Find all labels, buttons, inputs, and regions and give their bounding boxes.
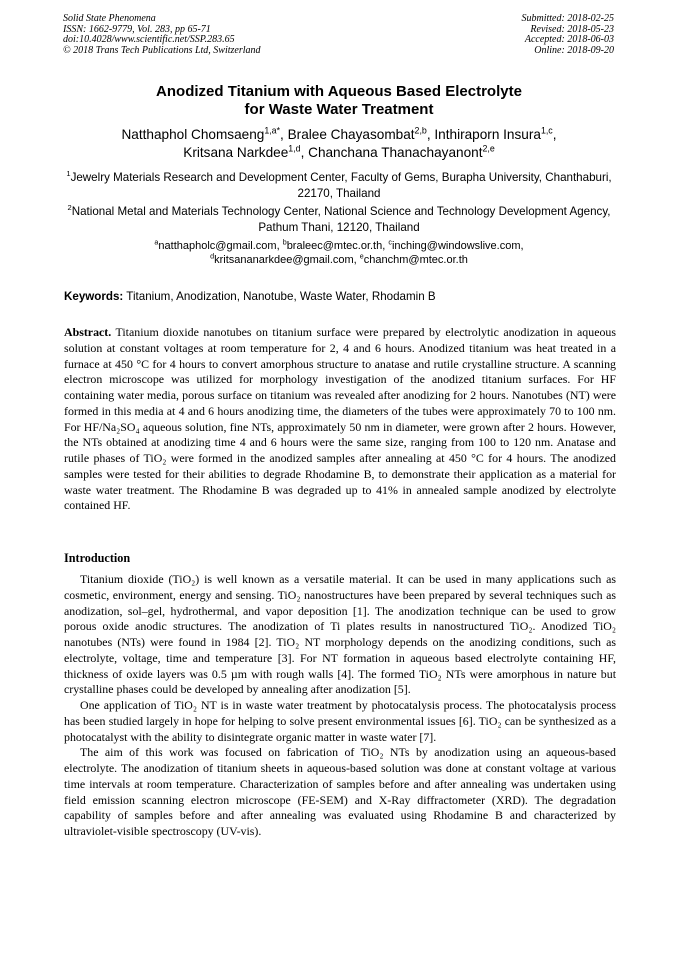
email-mark: b — [282, 238, 287, 247]
abstract-text: Titanium dioxide nanotubes on titanium surface were prepared by electrolytic anodization in aqueous solution at constant voltages at room temperature for 2, 4 and 6 hours. Anodized titanium was heat treated in a furnace at 450 °C for 4 hours to convert amorphous structure to anatase and rutile crystalline structure. A scanning electron microscope was utilized for morphology investigation of the anodized titanium surfaces. For HF containing water media, porous surface on titanium was revealed after anodizing for 2 hours. Nanotubes (NT) were formed in this media at 4 and 6 hours anodizing time, the diameters of the tubes were approximately 70 to 100 nm. For HF/Na₂SO₄ aqueous solution, fine NTs, approximately 50 nm in diameter, were grown after 2 hours. However, the NTs obtained at anodizing time 4 and 6 hours were the same size, ranging from 100 to 120 nm. Anatase and rutile phases of TiO₂ were formed in the anodized samples after annealing at 450 °C for 4 hours. The anodized samples were tested for their abilities to degrade Rhodamine B, to demonstrate their application as a material for waste water treatment. The Rhodamine B was degraded up to 41% in annealed sample anodized by electrolyte contained HF. — [64, 325, 616, 513]
paper-title-line-1: Anodized Titanium with Aqueous Based Electrolyte — [156, 83, 522, 100]
introduction-body — [64, 572, 616, 840]
keywords — [64, 289, 616, 304]
abstract-label: Abstract. — [64, 325, 112, 339]
email-mark: d — [210, 252, 215, 261]
journal-name: Solid State Phenomena — [63, 13, 156, 24]
journal-issn: ISSN: 1662-9779, Vol. 283, pp 65-71 — [63, 23, 211, 35]
affiliation-text: National Metal and Materials Technology Center, National Science and Technology Development Agency, Pathum Thani, 12120, Thailand — [71, 205, 611, 234]
author-affiliation-mark: 1,a* — [264, 125, 281, 136]
keywords-text: Titanium, Anodization, Nanotube, Waste Water, Rhodamin B — [126, 290, 436, 303]
affiliation-2 — [58, 204, 620, 236]
author-name: Kritsana Narkdee — [183, 145, 289, 160]
affiliation-1 — [58, 170, 620, 202]
author-name: Bralee Chayasombat — [287, 127, 415, 142]
introduction-paragraph: The aim of this work was focused on fabrication of TiO₂ NTs by anodization using an aqueous-based electrolyte. The anodization of titanium sheets in aqueous-based solution was done at constant voltage at various time intervals at room temperature. Characterization of samples before and after annealing was undertaken using field emission scanning electron microscope (FE-SEM) and X-Ray diffractometer (XRD). The degradation capability of samples before and after annealing was evaluated using Rhodamine B and characterized by ultraviolet-visible spectroscopy (UV-vis). — [64, 745, 616, 838]
journal-info — [63, 14, 261, 56]
email-address[interactable]: inching@windowslive.com — [391, 240, 521, 252]
affiliation-number: 2 — [67, 203, 72, 213]
journal-copyright: © 2018 Trans Tech Publications Ltd, Switzerland — [63, 44, 261, 56]
email-address[interactable]: chanchm@mtec.or.th — [363, 254, 468, 266]
affiliation-number: 1 — [66, 169, 71, 179]
online-date: Online: 2018-09-20 — [534, 44, 614, 56]
abstract — [64, 325, 616, 514]
introduction-heading: Introduction — [64, 551, 131, 565]
author-affiliation-mark: 2,e — [482, 143, 495, 154]
author-list: Natthaphol Chomsaeng$^{1,a*}$, Bralee Chayasombat$^{2,b}$, Inthiraporn Insura$^{1,c}$, Kritsana Narkdee$^{1,d}$, Chanchana Thanachayanont$^{2,e}$ — [121, 125, 557, 160]
revised-date: Revised: 2018-05-23 — [530, 23, 614, 35]
affiliation-text: Jewelry Materials Research and Development Center, Faculty of Gems, Burapha University, Chanthaburi, 22170, Thailand — [70, 171, 612, 200]
author-name: Inthiraporn Insura — [434, 127, 541, 142]
email-mark: c — [388, 238, 392, 247]
accepted-date: Accepted: 2018-06-03 — [524, 34, 614, 46]
author-name: Natthaphol Chomsaeng — [121, 127, 265, 142]
email-address[interactable]: natthapholc@gmail.com — [158, 240, 277, 252]
paper-title-line-2: for Waste Water Treatment — [244, 101, 434, 118]
author-affiliation-mark: 1,d — [288, 143, 301, 154]
submission-dates — [522, 14, 615, 56]
email-mark: e — [359, 252, 364, 261]
author-name: Chanchana Thanachayanont — [308, 145, 483, 160]
keywords-label: Keywords: — [64, 290, 124, 303]
journal-doi: doi:10.4028/www.scientific.net/SSP.283.65 — [63, 34, 235, 46]
submitted-date: Submitted: 2018-02-25 — [521, 13, 614, 24]
author-affiliation-mark: 1,c — [540, 125, 553, 136]
author-emails: $^a$natthapholc@gmail.com, $^b$braleec@mtec.or.th, $^c$inching@windowslive.com, $^d$kritsananarkdee@gmail.com, $^e$chanchm@mtec.or.th — [154, 238, 524, 266]
email-address[interactable]: kritsananarkdee@gmail.com — [214, 254, 354, 266]
introduction-paragraph: One application of TiO₂ NT is in waste water treatment by photocatalysis process. The photocatalysis process has been studied largely in hope for helping to solve present environmental issues [6]. TiO₂ can be synthesized as a photocatalyst with the ability to disintegrate organic matter in waste water [7]. — [64, 698, 616, 744]
introduction-paragraph: Titanium dioxide (TiO₂) is well known as a versatile material. It can be used in many applications such as cosmetic, environment, energy and sensing. TiO₂ nanostructures have been prepared by several techniques such as anodization, sol–gel, hydrothermal, and vapor deposition [1]. The anodization technique can be used to grow porous oxide anodic structures. The anodization of Ti plates results in nanostructured TiO₂. Anodized TiO₂ nanotubes (NTs) were found in 1984 [2]. TiO₂ NT morphology depends on the anodizing conditions, such as electrolyte, voltage, time and temperature [3]. For NT formation in aqueous based electrolyte containing HF, thickness of oxide layers was 0.5 µm with rough walls [4]. The formed TiO₂ NTs were amorphous in nature but crystalline phases could be developed by annealing after anodization [5]. — [64, 572, 616, 697]
email-mark: a — [154, 238, 159, 247]
email-address[interactable]: braleec@mtec.or.th — [286, 240, 383, 252]
author-affiliation-mark: 2,b — [414, 125, 427, 136]
